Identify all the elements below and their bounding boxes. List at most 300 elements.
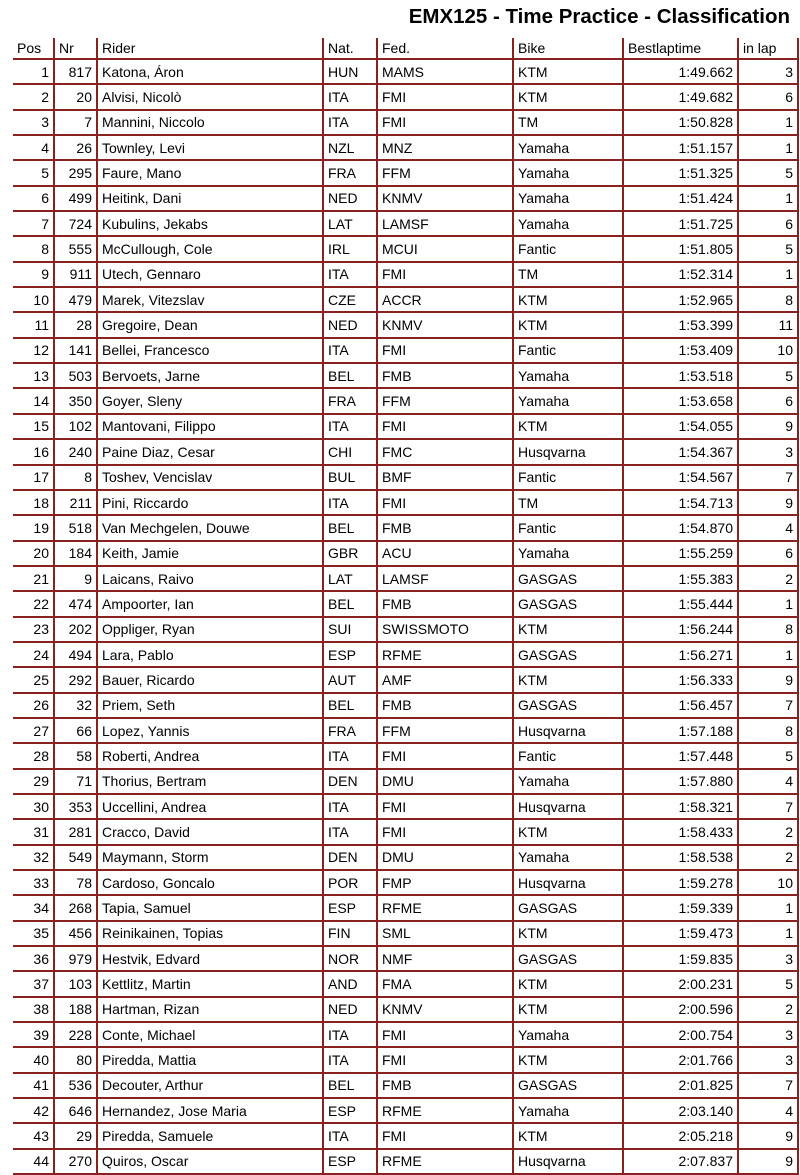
- cell-bestlaptime: 1:53.518: [623, 363, 738, 388]
- table-row: [13, 845, 798, 870]
- cell-in-lap: 7: [738, 693, 798, 718]
- cell-fed: MAMS: [377, 59, 513, 84]
- table-row: [13, 971, 798, 996]
- cell-fed: SML: [377, 921, 513, 946]
- cell-rider: Maymann, Storm: [97, 845, 323, 870]
- table-row: [13, 895, 798, 920]
- cell-nat: POR: [323, 870, 377, 895]
- cell-nat: ITA: [323, 414, 377, 439]
- cell-rider: Utech, Gennaro: [97, 262, 323, 287]
- table-row: [13, 312, 798, 337]
- cell-bike: TM: [513, 490, 623, 515]
- cell-nat: ITA: [323, 262, 377, 287]
- cell-in-lap: 2: [738, 845, 798, 870]
- cell-pos: 43: [13, 1123, 54, 1148]
- cell-rider: Goyer, Sleny: [97, 388, 323, 413]
- cell-nat: ITA: [323, 490, 377, 515]
- cell-bestlaptime: 2:03.140: [623, 1098, 738, 1123]
- cell-pos: 39: [13, 1022, 54, 1047]
- cell-nr: 28: [54, 312, 97, 337]
- cell-bestlaptime: 1:54.367: [623, 439, 738, 464]
- cell-pos: 20: [13, 541, 54, 566]
- cell-in-lap: 2: [738, 566, 798, 591]
- cell-fed: BMF: [377, 465, 513, 490]
- cell-bike: GASGAS: [513, 946, 623, 971]
- cell-nat: BEL: [323, 693, 377, 718]
- cell-in-lap: 11: [738, 312, 798, 337]
- cell-nr: 456: [54, 921, 97, 946]
- cell-nat: NED: [323, 186, 377, 211]
- cell-rider: Keith, Jamie: [97, 541, 323, 566]
- cell-nat: FRA: [323, 388, 377, 413]
- cell-bike: GASGAS: [513, 566, 623, 591]
- table-row: [13, 84, 798, 109]
- cell-nat: ITA: [323, 110, 377, 135]
- cell-bike: KTM: [513, 971, 623, 996]
- cell-in-lap: 9: [738, 667, 798, 692]
- cell-nr: 211: [54, 490, 97, 515]
- cell-bestlaptime: 1:57.448: [623, 743, 738, 768]
- cell-nr: 20: [54, 84, 97, 109]
- table-row: [13, 566, 798, 591]
- cell-fed: FMI: [377, 490, 513, 515]
- cell-pos: 29: [13, 769, 54, 794]
- cell-nr: 26: [54, 135, 97, 160]
- cell-rider: Lara, Pablo: [97, 642, 323, 667]
- table-row: [13, 743, 798, 768]
- cell-rider: Quiros, Oscar: [97, 1149, 323, 1174]
- cell-nr: 499: [54, 186, 97, 211]
- cell-pos: 4: [13, 135, 54, 160]
- cell-pos: 22: [13, 591, 54, 616]
- cell-nat: ESP: [323, 1149, 377, 1174]
- cell-bike: KTM: [513, 1123, 623, 1148]
- cell-fed: KNMV: [377, 312, 513, 337]
- header-in-lap: in lap: [738, 38, 798, 59]
- cell-rider: McCullough, Cole: [97, 236, 323, 261]
- cell-fed: FMI: [377, 1047, 513, 1072]
- cell-fed: FMI: [377, 819, 513, 844]
- cell-nr: 141: [54, 338, 97, 363]
- cell-nat: SUI: [323, 617, 377, 642]
- cell-nat: ITA: [323, 819, 377, 844]
- cell-bike: Husqvarna: [513, 794, 623, 819]
- table-row: [13, 236, 798, 261]
- header-rider: Rider: [97, 38, 323, 59]
- cell-bike: TM: [513, 262, 623, 287]
- cell-nr: 29: [54, 1123, 97, 1148]
- table-row: [13, 997, 798, 1022]
- cell-fed: NMF: [377, 946, 513, 971]
- table-row: [13, 921, 798, 946]
- cell-in-lap: 2: [738, 997, 798, 1022]
- cell-nr: 911: [54, 262, 97, 287]
- cell-rider: Oppliger, Ryan: [97, 617, 323, 642]
- cell-nr: 503: [54, 363, 97, 388]
- cell-pos: 18: [13, 490, 54, 515]
- cell-bike: Yamaha: [513, 186, 623, 211]
- cell-rider: Hartman, Rizan: [97, 997, 323, 1022]
- cell-fed: FMB: [377, 1073, 513, 1098]
- cell-bike: GASGAS: [513, 693, 623, 718]
- cell-rider: Piredda, Samuele: [97, 1123, 323, 1148]
- cell-fed: FMB: [377, 515, 513, 540]
- cell-bestlaptime: 1:58.321: [623, 794, 738, 819]
- cell-in-lap: 5: [738, 160, 798, 185]
- cell-rider: Bauer, Ricardo: [97, 667, 323, 692]
- cell-fed: DMU: [377, 845, 513, 870]
- cell-rider: Thorius, Bertram: [97, 769, 323, 794]
- header-bestlaptime: Bestlaptime: [623, 38, 738, 59]
- cell-nr: 292: [54, 667, 97, 692]
- table-row: [13, 465, 798, 490]
- cell-bestlaptime: 2:05.218: [623, 1123, 738, 1148]
- cell-in-lap: 9: [738, 1123, 798, 1148]
- cell-nr: 32: [54, 693, 97, 718]
- cell-fed: FMP: [377, 870, 513, 895]
- cell-bike: Yamaha: [513, 1098, 623, 1123]
- cell-fed: FFM: [377, 388, 513, 413]
- cell-nr: 240: [54, 439, 97, 464]
- cell-nr: 58: [54, 743, 97, 768]
- cell-rider: Reinikainen, Topias: [97, 921, 323, 946]
- cell-bestlaptime: 1:59.278: [623, 870, 738, 895]
- cell-nat: AUT: [323, 667, 377, 692]
- cell-pos: 3: [13, 110, 54, 135]
- cell-nat: GBR: [323, 541, 377, 566]
- cell-nr: 646: [54, 1098, 97, 1123]
- cell-in-lap: 1: [738, 921, 798, 946]
- cell-bestlaptime: 1:49.682: [623, 84, 738, 109]
- table-row: [13, 515, 798, 540]
- cell-pos: 33: [13, 870, 54, 895]
- cell-pos: 6: [13, 186, 54, 211]
- cell-bestlaptime: 1:53.399: [623, 312, 738, 337]
- cell-bike: Fantic: [513, 515, 623, 540]
- cell-in-lap: 4: [738, 769, 798, 794]
- cell-rider: Mantovani, Filippo: [97, 414, 323, 439]
- cell-bike: KTM: [513, 997, 623, 1022]
- cell-fed: ACCR: [377, 287, 513, 312]
- cell-pos: 26: [13, 693, 54, 718]
- cell-nr: 71: [54, 769, 97, 794]
- cell-pos: 15: [13, 414, 54, 439]
- header-row: [13, 38, 798, 59]
- cell-bestlaptime: 1:56.457: [623, 693, 738, 718]
- header-pos: Pos: [13, 38, 54, 59]
- cell-bike: Husqvarna: [513, 439, 623, 464]
- cell-pos: 12: [13, 338, 54, 363]
- cell-nr: 518: [54, 515, 97, 540]
- cell-bike: Yamaha: [513, 1022, 623, 1047]
- cell-fed: FMI: [377, 110, 513, 135]
- table-row: [13, 363, 798, 388]
- table-row: [13, 870, 798, 895]
- cell-bestlaptime: 1:55.383: [623, 566, 738, 591]
- cell-pos: 13: [13, 363, 54, 388]
- cell-in-lap: 6: [738, 541, 798, 566]
- cell-bestlaptime: 1:55.444: [623, 591, 738, 616]
- cell-bike: KTM: [513, 59, 623, 84]
- cell-fed: FMB: [377, 693, 513, 718]
- cell-in-lap: 3: [738, 1022, 798, 1047]
- cell-bestlaptime: 1:53.658: [623, 388, 738, 413]
- cell-pos: 42: [13, 1098, 54, 1123]
- table-row: [13, 794, 798, 819]
- cell-nat: ITA: [323, 1047, 377, 1072]
- cell-nat: BUL: [323, 465, 377, 490]
- cell-nat: FRA: [323, 718, 377, 743]
- cell-fed: FMA: [377, 971, 513, 996]
- cell-nr: 281: [54, 819, 97, 844]
- cell-nr: 202: [54, 617, 97, 642]
- cell-bestlaptime: 1:51.725: [623, 211, 738, 236]
- cell-in-lap: 9: [738, 1149, 798, 1174]
- cell-in-lap: 1: [738, 110, 798, 135]
- cell-in-lap: 5: [738, 363, 798, 388]
- cell-fed: FFM: [377, 718, 513, 743]
- cell-pos: 35: [13, 921, 54, 946]
- cell-fed: MCUI: [377, 236, 513, 261]
- table-row: [13, 110, 798, 135]
- cell-bike: Husqvarna: [513, 718, 623, 743]
- cell-fed: FMI: [377, 1123, 513, 1148]
- cell-nat: CHI: [323, 439, 377, 464]
- cell-bike: Yamaha: [513, 135, 623, 160]
- cell-bike: Fantic: [513, 338, 623, 363]
- cell-nr: 979: [54, 946, 97, 971]
- cell-rider: Alvisi, Nicolò: [97, 84, 323, 109]
- cell-nr: 78: [54, 870, 97, 895]
- cell-in-lap: 10: [738, 870, 798, 895]
- cell-nat: FIN: [323, 921, 377, 946]
- cell-nr: 270: [54, 1149, 97, 1174]
- cell-fed: MNZ: [377, 135, 513, 160]
- cell-in-lap: 4: [738, 515, 798, 540]
- table-row: [13, 160, 798, 185]
- cell-in-lap: 7: [738, 465, 798, 490]
- cell-nr: 474: [54, 591, 97, 616]
- cell-in-lap: 5: [738, 236, 798, 261]
- cell-bike: KTM: [513, 84, 623, 109]
- cell-nat: NED: [323, 312, 377, 337]
- cell-in-lap: 2: [738, 819, 798, 844]
- table-row: [13, 718, 798, 743]
- cell-nr: 494: [54, 642, 97, 667]
- cell-bestlaptime: 1:56.271: [623, 642, 738, 667]
- cell-bestlaptime: 2:00.231: [623, 971, 738, 996]
- cell-pos: 38: [13, 997, 54, 1022]
- cell-pos: 34: [13, 895, 54, 920]
- cell-rider: Kubulins, Jekabs: [97, 211, 323, 236]
- cell-bestlaptime: 1:56.333: [623, 667, 738, 692]
- cell-pos: 44: [13, 1149, 54, 1174]
- cell-bike: Yamaha: [513, 363, 623, 388]
- cell-nat: CZE: [323, 287, 377, 312]
- cell-nr: 103: [54, 971, 97, 996]
- cell-fed: FMI: [377, 338, 513, 363]
- table-row: [13, 414, 798, 439]
- table-row: [13, 338, 798, 363]
- cell-bike: Husqvarna: [513, 1149, 623, 1174]
- cell-in-lap: 3: [738, 59, 798, 84]
- table-row: [13, 1149, 798, 1174]
- cell-bike: Yamaha: [513, 388, 623, 413]
- cell-fed: SWISSMOTO: [377, 617, 513, 642]
- cell-in-lap: 1: [738, 186, 798, 211]
- table-row: [13, 439, 798, 464]
- cell-nr: 9: [54, 566, 97, 591]
- cell-pos: 21: [13, 566, 54, 591]
- cell-nr: 350: [54, 388, 97, 413]
- cell-nat: ESP: [323, 895, 377, 920]
- cell-nr: 7: [54, 110, 97, 135]
- cell-bestlaptime: 1:51.157: [623, 135, 738, 160]
- table-row: [13, 59, 798, 84]
- cell-pos: 16: [13, 439, 54, 464]
- table-row: [13, 186, 798, 211]
- cell-nat: BEL: [323, 363, 377, 388]
- table-row: [13, 617, 798, 642]
- cell-bike: Yamaha: [513, 541, 623, 566]
- cell-nat: ITA: [323, 743, 377, 768]
- cell-bestlaptime: 1:56.244: [623, 617, 738, 642]
- cell-pos: 19: [13, 515, 54, 540]
- cell-rider: Cardoso, Goncalo: [97, 870, 323, 895]
- cell-nat: BEL: [323, 1073, 377, 1098]
- cell-fed: FFM: [377, 160, 513, 185]
- table-row: [13, 1098, 798, 1123]
- cell-in-lap: 1: [738, 642, 798, 667]
- cell-pos: 27: [13, 718, 54, 743]
- cell-fed: KNMV: [377, 186, 513, 211]
- cell-nat: DEN: [323, 769, 377, 794]
- cell-fed: FMI: [377, 1022, 513, 1047]
- table-row: [13, 541, 798, 566]
- cell-fed: DMU: [377, 769, 513, 794]
- cell-in-lap: 3: [738, 1047, 798, 1072]
- cell-pos: 10: [13, 287, 54, 312]
- cell-nr: 536: [54, 1073, 97, 1098]
- cell-pos: 7: [13, 211, 54, 236]
- cell-nat: BEL: [323, 591, 377, 616]
- cell-fed: AMF: [377, 667, 513, 692]
- cell-rider: Paine Diaz, Cesar: [97, 439, 323, 464]
- cell-bestlaptime: 2:01.766: [623, 1047, 738, 1072]
- cell-in-lap: 6: [738, 211, 798, 236]
- cell-bike: KTM: [513, 819, 623, 844]
- cell-rider: Pini, Riccardo: [97, 490, 323, 515]
- table-row: [13, 490, 798, 515]
- cell-nat: LAT: [323, 566, 377, 591]
- cell-nr: 724: [54, 211, 97, 236]
- cell-pos: 40: [13, 1047, 54, 1072]
- cell-pos: 41: [13, 1073, 54, 1098]
- cell-in-lap: 3: [738, 946, 798, 971]
- cell-bestlaptime: 1:58.433: [623, 819, 738, 844]
- cell-rider: Heitink, Dani: [97, 186, 323, 211]
- cell-in-lap: 6: [738, 84, 798, 109]
- cell-bestlaptime: 1:55.259: [623, 541, 738, 566]
- cell-pos: 2: [13, 84, 54, 109]
- cell-bestlaptime: 1:59.835: [623, 946, 738, 971]
- cell-fed: LAMSF: [377, 566, 513, 591]
- cell-in-lap: 7: [738, 794, 798, 819]
- cell-in-lap: 6: [738, 388, 798, 413]
- cell-fed: KNMV: [377, 997, 513, 1022]
- cell-in-lap: 1: [738, 591, 798, 616]
- cell-nat: NOR: [323, 946, 377, 971]
- cell-in-lap: 10: [738, 338, 798, 363]
- cell-bestlaptime: 1:51.805: [623, 236, 738, 261]
- cell-rider: Hestvik, Edvard: [97, 946, 323, 971]
- cell-rider: Ampoorter, Ian: [97, 591, 323, 616]
- cell-nr: 817: [54, 59, 97, 84]
- cell-pos: 36: [13, 946, 54, 971]
- cell-rider: Piredda, Mattia: [97, 1047, 323, 1072]
- cell-nat: NZL: [323, 135, 377, 160]
- cell-bike: KTM: [513, 287, 623, 312]
- cell-rider: Bellei, Francesco: [97, 338, 323, 363]
- table-row: [13, 667, 798, 692]
- cell-nat: ITA: [323, 1022, 377, 1047]
- cell-bestlaptime: 2:01.825: [623, 1073, 738, 1098]
- cell-rider: Katona, Áron: [97, 59, 323, 84]
- header-bike: Bike: [513, 38, 623, 59]
- cell-bike: KTM: [513, 667, 623, 692]
- cell-in-lap: 4: [738, 1098, 798, 1123]
- table-row: [13, 287, 798, 312]
- cell-rider: Laicans, Raivo: [97, 566, 323, 591]
- cell-in-lap: 7: [738, 1073, 798, 1098]
- cell-nr: 8: [54, 465, 97, 490]
- table-row: [13, 769, 798, 794]
- cell-nr: 184: [54, 541, 97, 566]
- cell-pos: 37: [13, 971, 54, 996]
- cell-bike: TM: [513, 110, 623, 135]
- cell-fed: LAMSF: [377, 211, 513, 236]
- cell-nr: 353: [54, 794, 97, 819]
- cell-nat: ITA: [323, 1123, 377, 1148]
- cell-nr: 549: [54, 845, 97, 870]
- cell-in-lap: 9: [738, 414, 798, 439]
- cell-pos: 31: [13, 819, 54, 844]
- table-row: [13, 642, 798, 667]
- header-nr: Nr: [54, 38, 97, 59]
- cell-rider: Tapia, Samuel: [97, 895, 323, 920]
- cell-fed: FMI: [377, 262, 513, 287]
- cell-bestlaptime: 2:00.754: [623, 1022, 738, 1047]
- cell-bestlaptime: 2:07.837: [623, 1149, 738, 1174]
- table-row: [13, 1047, 798, 1072]
- cell-bestlaptime: 1:49.662: [623, 59, 738, 84]
- cell-fed: RFME: [377, 642, 513, 667]
- cell-bestlaptime: 1:51.424: [623, 186, 738, 211]
- cell-pos: 11: [13, 312, 54, 337]
- cell-nat: FRA: [323, 160, 377, 185]
- cell-pos: 23: [13, 617, 54, 642]
- cell-bestlaptime: 1:54.055: [623, 414, 738, 439]
- cell-pos: 14: [13, 388, 54, 413]
- cell-pos: 32: [13, 845, 54, 870]
- cell-rider: Van Mechgelen, Douwe: [97, 515, 323, 540]
- cell-in-lap: 1: [738, 262, 798, 287]
- table-body: [13, 59, 798, 1174]
- cell-bestlaptime: 1:57.880: [623, 769, 738, 794]
- cell-fed: FMI: [377, 743, 513, 768]
- table-row: [13, 211, 798, 236]
- header-fed: Fed.: [377, 38, 513, 59]
